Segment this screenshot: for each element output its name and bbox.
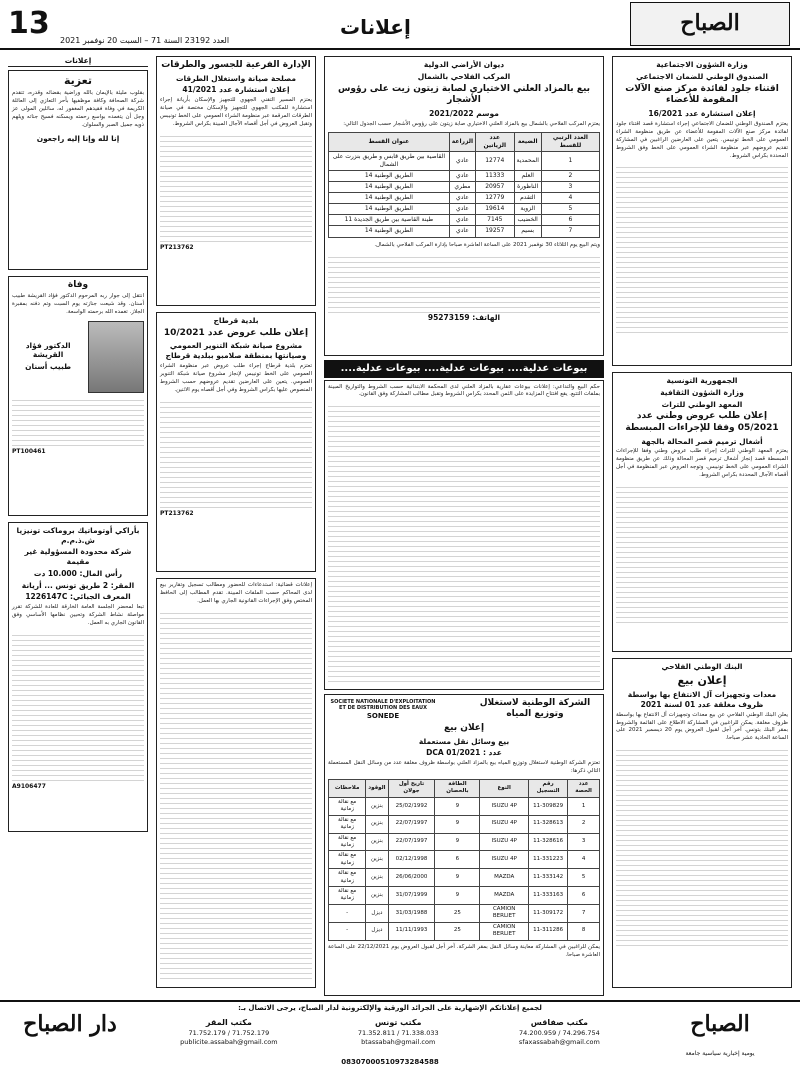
office-name: مكتب المقر — [205, 1018, 252, 1027]
office-name: مكتب صفاقس — [530, 1018, 588, 1027]
table-cell: 6 — [435, 851, 480, 869]
obituary-name: الدكتور فؤاد القريشة — [25, 340, 71, 360]
column-4 — [8, 56, 148, 996]
table-cell: MAZDA — [480, 887, 529, 905]
table-cell: 25 — [435, 904, 480, 922]
table-header-cell: النوع — [480, 780, 529, 798]
ad-olive-sale — [324, 56, 604, 356]
company-body: تبعا لمحضر الجلسة العامة الخارقة للعادة للشركة تقرر مواصلة نشاط الشركة وتحيين نظامها الأساسي وفق القانون الجاري به العمل. — [12, 604, 144, 626]
table-cell: الطريق الوطنية 14 — [329, 170, 450, 181]
office-name: مكتب تونس — [375, 1018, 422, 1027]
table-row — [329, 182, 600, 193]
table-row — [329, 904, 600, 922]
ad-sonede-note: يمكن للراغبين في المشاركة معاينة وسائل النقل بمقر الشركة. آخر أجل لقبول العروض يوم 22/12/2021 على الساعة العاشرة صباحا. — [328, 943, 600, 958]
company-title: بأراكي أوتوماتيك بروماكت تونيزيا ش.ذ.م.م — [16, 525, 140, 545]
table-header-cell: ملاحظات — [329, 780, 366, 798]
obituary — [8, 276, 148, 516]
ad-sonede-intro: تعتزم الشركة الوطنية لاستغلال وتوزيع المياه بيع بالمزاد العلني بواسطة ظروف مغلقة عدد من وسائل النقل المستعملة التالي ذكرها: — [328, 760, 600, 775]
column-2 — [324, 56, 604, 996]
table-row — [329, 922, 600, 940]
table-cell: الطريق الوطنية 14 — [329, 193, 450, 204]
newspaper-logo: الصباح — [630, 2, 790, 46]
table-cell: مع نقالة زمانية — [329, 851, 366, 869]
issue-line: العدد 23192 السنة 71 – السبت 20 نوفمبر 2021 — [60, 36, 230, 45]
footer-rib: 08307000510973284588 — [341, 1058, 439, 1066]
table-cell: 1 — [541, 151, 599, 170]
table-cell: القاصية بين طريق قابس و طريق بنزرت على الشمال — [329, 151, 450, 170]
footer-office — [358, 1018, 439, 1046]
table-row — [329, 170, 600, 181]
table-cell: بنزين — [366, 833, 388, 851]
table-cell: بنزين — [366, 887, 388, 905]
ad-bna-text-lines — [616, 746, 788, 946]
ad-olive-sub: المركب الفلاحي بالشمال — [417, 71, 511, 81]
table-cell: 8 — [568, 922, 600, 940]
footer-offices — [140, 1018, 640, 1046]
table-cell: الخضيب — [514, 215, 541, 226]
ad-roads-subtitle: إعلان استشارة عدد 41/2021 — [182, 85, 290, 95]
table-cell: 20957 — [476, 182, 514, 193]
table-cell: 5 — [568, 869, 600, 887]
office-phone: 71.752.179 / 71.752.179 — [188, 1028, 270, 1037]
company-address: المقر: 2 طريق تونس ... أريانة — [21, 580, 135, 590]
ad-olive-intro: يعتزم المركب الفلاحي بالشمال بيع بالمزاد العلني الاختياري صابة زيتون على رؤوس الأشجار حسب الجدول التالي: — [343, 120, 600, 127]
ad-carthage — [156, 312, 316, 572]
column-3 — [156, 56, 316, 996]
table-cell: 4 — [568, 851, 600, 869]
table-cell: 31/07/1999 — [388, 887, 435, 905]
table-cell: المحمدية — [514, 151, 541, 170]
table-cell: 31/03/1988 — [388, 904, 435, 922]
table-row — [329, 204, 600, 215]
table-row — [329, 887, 600, 905]
ad-sonede-subtitle: بيع وسائل نقل مستعملة — [418, 736, 510, 746]
legal-notices-2-text: إعلانات قضائية: استدعاءات للحضور ومطالب تسجيل وتقارير بيع لدى المحاكم حسب الملفات المبينة. تقدم المطالب إلى الحافظ المختص وفق الإجراءات القانونية الجاري بها العمل. — [160, 582, 312, 604]
table-header-cell: رقم التسجيل — [528, 780, 567, 798]
table-cell: 6 — [568, 887, 600, 905]
table-cell: 1 — [568, 797, 600, 815]
ad-cnss-ministry: وزارة الشؤون الاجتماعية — [656, 60, 748, 69]
table-cell: 2 — [541, 170, 599, 181]
table-row — [329, 193, 600, 204]
ad-roads-title: مصلحة صيانة واستغلال الطرقات — [175, 73, 297, 83]
ad-cnss-subtitle: إعلان استشارة عدد 16/2021 — [648, 108, 756, 118]
ad-roads-text-lines — [160, 132, 312, 242]
table-cell: 19614 — [476, 204, 514, 215]
table-row — [329, 851, 600, 869]
table-cell: عادي — [449, 193, 475, 204]
table-cell: 25/02/1992 — [388, 797, 435, 815]
table-cell: 3 — [568, 833, 600, 851]
table-row — [329, 869, 600, 887]
table-row — [329, 833, 600, 851]
condolence-title: تعزية — [64, 73, 92, 87]
legal-notices — [324, 380, 604, 690]
col4-header: إعلانات — [8, 56, 148, 67]
table-cell: بنزين — [366, 869, 388, 887]
table-header-cell: عنوان القسط — [329, 132, 450, 151]
obituary-body: انتقل إلى جوار ربه المرحوم الدكتور فؤاد القريشة طبيب أسنان. وقد شيعت جنازته يوم السبت وتم دفنه بمقبرة الجلاز. تغمده الله برحمته الواسعة. — [12, 293, 144, 316]
table-cell: عادي — [449, 151, 475, 170]
ad-company — [8, 522, 148, 832]
table-cell: 11-309172 — [528, 904, 567, 922]
ad-cnss — [612, 56, 792, 366]
ad-carthage-org: بلدية قرطاج — [213, 316, 259, 325]
footer-office — [180, 1018, 277, 1046]
legal-band: بيوعات عدلية.... بيوعات عدلية.... بيوعات عدلية.... — [324, 360, 604, 378]
table-cell: الطريق الوطنية 14 — [329, 226, 450, 237]
table-cell: 19257 — [476, 226, 514, 237]
table-cell: عادي — [449, 226, 475, 237]
table-cell: 11-311286 — [528, 922, 567, 940]
table-row — [329, 151, 600, 170]
legal-2-text-lines — [160, 609, 312, 979]
table-cell: الطريق الوطنية 14 — [329, 182, 450, 193]
column-1 — [612, 56, 792, 996]
legal-notices-text: حكم البيع والتداعي: إعلانات بيوعات عقارية بالمزاد العلني لدى المحكمة الابتدائية حسب الشروط والتواريخ المبينة بملفات التتبع. يقع افتتاح المزايدة على الثمن المحدد بكراس الشروط وتقبل مطالب المشاركة وفق القانون. — [328, 383, 600, 398]
table-header-cell: الزراعة — [449, 132, 475, 151]
table-cell: 7 — [541, 226, 599, 237]
table-row — [329, 215, 600, 226]
ad-carthage-text-lines — [160, 398, 312, 508]
table-cell: 26/06/2000 — [388, 869, 435, 887]
office-phone: 71.352.811 / 71.338.033 — [357, 1028, 439, 1037]
footer-office — [519, 1018, 600, 1046]
table-cell: 9 — [435, 815, 480, 833]
ad-inp — [612, 372, 792, 652]
ad-cnss-title: اقتناء جلود لفائدة مركز صنع الآلات المقومة للأعضاء — [625, 83, 779, 106]
condolence-sig: إنا لله وإنا إليه راجعون — [36, 133, 120, 143]
table-cell: ديزل — [366, 904, 388, 922]
table-cell: 9 — [435, 869, 480, 887]
table-row — [329, 815, 600, 833]
ad-sonede-number: عدد : DCA 01/2021 — [426, 748, 502, 758]
footer-banner: لجميع إعلاناتكم الإشهارية على الجرائد الورقية والإلكترونية لدار الصباح، يرجى الاتصال بـ: — [238, 1004, 542, 1012]
table-cell: 11-333163 — [528, 887, 567, 905]
table-cell: عادي — [449, 204, 475, 215]
ad-inp-subtitle: أشغال ترميم قصر المحالة بالجهة — [641, 436, 763, 446]
table-cell: مع نقالة زمانية — [329, 815, 366, 833]
legal-text-lines — [328, 402, 600, 682]
office-email: sfaxassabah@gmail.com — [518, 1037, 600, 1046]
table-cell: 4 — [541, 193, 599, 204]
footer-logo-left: دار الصباح — [23, 1011, 117, 1037]
table-cell: الزوية — [514, 204, 541, 215]
table-cell: 5 — [541, 204, 599, 215]
table-cell: 11333 — [476, 170, 514, 181]
table-cell: 12774 — [476, 151, 514, 170]
section-title: إعلانات — [340, 15, 411, 39]
sonede-table — [328, 779, 600, 941]
table-cell: ISUZU 4P — [480, 797, 529, 815]
office-email: publicite.assabah@gmail.com — [180, 1037, 278, 1046]
table-header-cell: عدد الحصة — [568, 780, 600, 798]
ad-bna-title: إعلان بيع — [677, 673, 727, 687]
ad-olive-phone: الهاتف: 95273159 — [427, 312, 501, 322]
table-cell: 3 — [541, 182, 599, 193]
table-cell: 11/11/1993 — [388, 922, 435, 940]
table-header-cell: العدد الرتبي للقسط — [541, 132, 599, 151]
ad-bna — [612, 658, 792, 988]
ad-carthage-body: تعتزم بلدية قرطاج إجراء طلب عروض عبر منظومة الشراء العمومي على الخط تونيبس لإنجاز مشروع صيانة شبكة التنوير العمومي. يتعين على العارضين تقديم عروضهم حسب الشروط المنصوص عليها بكراس الشروط وفي أجل أقصاه يوم الاثنين. — [160, 362, 312, 393]
table-cell: الطريق الوطنية 14 — [329, 204, 450, 215]
page-footer — [0, 1000, 800, 1070]
ad-inp-body: يعتزم المعهد الوطني للتراث إجراء طلب عروض وطني وفقا للإجراءات المبسطة قصد إنجاز أشغال ترميم قصر المحالة وذلك عن طريق منظومة الشراء العمومي على الخط تونيبس. وتوجه العروض عبر المنظومة في أجل أقصاه الآجال المحددة بكراس الشروط. — [616, 448, 788, 479]
table-cell: مع نقالة زمانية — [329, 797, 366, 815]
ad-carthage-subtitle: مشروع صيانة شبكة التنوير العمومي وصيانتها بمنطقة صلامبو ببلدية قرطاج — [165, 341, 307, 361]
ad-inp-title: إعلان طلب عروض وطني عدد 05/2021 وفقا للإجراءات المبسطة — [625, 411, 779, 433]
table-cell: مطري — [449, 182, 475, 193]
table-row — [329, 797, 600, 815]
table-cell: 22/07/1997 — [388, 815, 435, 833]
table-cell: 9 — [435, 797, 480, 815]
obituary-job: طبيب أسنان — [25, 362, 72, 372]
ad-cnss-org: الصندوق الوطني للضمان الاجتماعي — [636, 71, 768, 81]
obituary-text-lines — [12, 396, 144, 446]
ad-carthage-title: إعلان طلب عروض عدد 10/2021 — [163, 327, 309, 338]
olive-table — [328, 132, 600, 238]
table-cell: CAMION BERLIET — [480, 922, 529, 940]
condolence-body: بقلوب مليئة بالإيمان بالله وراضية بقضائه وقدره، تتقدم شركة الصحافة وكافة موظفيها بأحر التعازي إلى العائلة الكريمة في وفاة فقيدهم المغفور له، سائلين المولى عز وجل أن يتغمده بواسع رحمته ويسكنه فسيح جناته ويلهم ذويه جميل الصبر والسلوان. — [12, 90, 144, 128]
table-header-cell: الطاقة بالحصان — [435, 780, 480, 798]
table-cell: العلم — [514, 170, 541, 181]
table-cell: 12779 — [476, 193, 514, 204]
legal-notices-2 — [156, 578, 316, 988]
ad-cnss-text-lines — [616, 163, 788, 333]
table-cell: 2 — [568, 815, 600, 833]
page-number: 13 — [8, 6, 50, 41]
page-header — [0, 0, 800, 50]
obituary-photo — [88, 321, 144, 393]
footer-tagline: يومية إخبارية سياسية جامعة — [685, 1050, 755, 1057]
table-cell: CAMION BERLIET — [480, 904, 529, 922]
ad-olive-title: بيع بالمزاد العلني الاختياري لصابة زيتون زيت على رؤوس الأشجار — [338, 83, 590, 106]
ad-sonede-org: الشركة الوطنية لاستغلال وتوزيع المياه — [479, 697, 591, 720]
ad-inp-ministry: وزارة الشؤون الثقافية — [660, 387, 744, 397]
company-ref: A9106477 — [12, 782, 46, 790]
ad-roads-ref: PT213762 — [160, 244, 194, 252]
ad-sonede — [324, 694, 604, 996]
table-cell: 9 — [435, 833, 480, 851]
ad-sonede-brand: SONEDE — [366, 712, 400, 721]
ad-inp-text-lines — [616, 483, 788, 623]
obituary-ref: PT100461 — [12, 448, 46, 456]
table-cell: ISUZU 4P — [480, 851, 529, 869]
ad-bna-body: يعلن البنك الوطني الفلاحي عن بيع معدات وتجهيزات آل الانتفاع بها بواسطة ظروف مغلقة. يمكن للراغبين في المشاركة الاطلاع على القائمة والشروط بمقر البنك بتونس. آخر أجل لقبول العروض يوم 20 ديسمبر 2021 على الساعة الحادية عشر صباحا. — [616, 711, 789, 742]
table-cell: مع نقالة زمانية — [329, 869, 366, 887]
ad-olive-text-lines — [328, 253, 600, 313]
table-cell: 6 — [541, 215, 599, 226]
table-cell: بنزين — [366, 851, 388, 869]
table-cell: 11-328613 — [528, 815, 567, 833]
table-cell: - — [329, 904, 366, 922]
ad-inp-org: المعهد الوطني للتراث — [661, 399, 743, 409]
company-register: المعرف الجبائي: 1226147C — [25, 592, 131, 602]
company-sub: شركة محدودة المسؤولية غير مقيمة — [24, 547, 132, 566]
table-cell: عادي — [449, 170, 475, 181]
table-cell: 11-309829 — [528, 797, 567, 815]
table-cell: التقدم — [514, 193, 541, 204]
table-header-cell: عدد الزياتين — [476, 132, 514, 151]
table-cell: بسيم — [514, 226, 541, 237]
table-cell: 11-331223 — [528, 851, 567, 869]
ad-bna-org: البنك الوطني الفلاحي — [661, 662, 743, 671]
ad-sonede-title: إعلان بيع — [443, 722, 485, 733]
table-cell: 11-328616 — [528, 833, 567, 851]
table-cell: الناظورة — [514, 182, 541, 193]
table-cell: بنزين — [366, 815, 388, 833]
table-cell: ISUZU 4P — [480, 815, 529, 833]
table-header-cell: تاريخ أول جولان — [388, 780, 435, 798]
condolence — [8, 70, 148, 270]
ad-olive-org: ديوان الأراضي الدولية — [423, 60, 505, 69]
ad-olive-season: موسم 2021/2022 — [429, 108, 499, 118]
company-text-lines — [12, 631, 144, 781]
ad-inp-republic: الجمهورية التونسية — [666, 376, 738, 385]
table-header-cell: الوقود — [366, 780, 388, 798]
table-header-cell: الضيعة — [514, 132, 541, 151]
obituary-title: وفاة — [67, 279, 89, 290]
ad-cnss-body: يعتزم الصندوق الوطني للضمان الاجتماعي إجراء استشارة قصد اقتناء جلود لفائدة مركز صنع الآلات المقومة للأعضاء عن طريق منظومة الشراء العمومي على الخط تونيبس. يتعين على العارضين الراغبين في المشاركة تقديم عروضهم عبر منظومة الشراء العمومي على الخط وفق الشروط المحددة بكراس الشروط. — [616, 120, 788, 159]
table-cell: بنزين — [366, 797, 388, 815]
ad-carthage-ref: PT213762 — [160, 509, 194, 517]
table-cell: عادي — [449, 215, 475, 226]
ad-roads-body: يعتزم المسير التقني الجهوي للتجهيز والإسكان بأريانة إجراء استشارة للمكتب الجهوي للتجهيز والإسكان مختصة في صيانة الطرقات المرقمة عبر منظومة الشراء العمومي على الخط تونيبس وتقبل العروض في أجل أقصاه الآجال المبينة بكراس الشروط. — [160, 97, 312, 128]
office-phone: 74.200.959 / 74.296.754 — [519, 1028, 600, 1037]
ad-bna-subtitle: معدات وتجهيزات آل الانتفاع بها بواسطة ظروف مغلقة عدد 01 لسنة 2021 — [627, 690, 777, 709]
table-cell: 7 — [568, 904, 600, 922]
table-cell: 25 — [435, 922, 480, 940]
ad-roads — [156, 56, 316, 306]
company-capital: رأس المال: 10.000 دت — [33, 568, 123, 578]
table-row — [329, 226, 600, 237]
table-cell: MAZDA — [480, 869, 529, 887]
table-cell: 22/07/1997 — [388, 833, 435, 851]
table-cell: - — [329, 922, 366, 940]
table-cell: 02/12/1998 — [388, 851, 435, 869]
ad-roads-org: الإدارة الفرعية للجسور والطرقات — [161, 60, 311, 70]
table-cell: مع نقالة زمانية — [329, 833, 366, 851]
ad-olive-note: ويتم البيع يوم الثلاثاء 30 نوفمبر 2021 على الساعة العاشرة صباحا بإدارة المركب الفلاحي بالشمال. — [374, 241, 600, 248]
table-cell: ISUZU 4P — [480, 833, 529, 851]
footer-logo-right: الصباح — [690, 1011, 750, 1037]
table-cell: مع نقالة زمانية — [329, 887, 366, 905]
table-cell: ديزل — [366, 922, 388, 940]
ad-sonede-org-fr: SOCIETE NATIONALE D'EXPLOITATION ET DE DISTRIBUTION DES EAUX — [330, 698, 436, 712]
table-cell: 7145 — [476, 215, 514, 226]
office-email: btassabah@gmail.com — [361, 1037, 436, 1046]
table-cell: طينة القاصية بين طريق الجديدة 11 — [329, 215, 450, 226]
table-cell: 11-333142 — [528, 869, 567, 887]
table-cell: 9 — [435, 887, 480, 905]
